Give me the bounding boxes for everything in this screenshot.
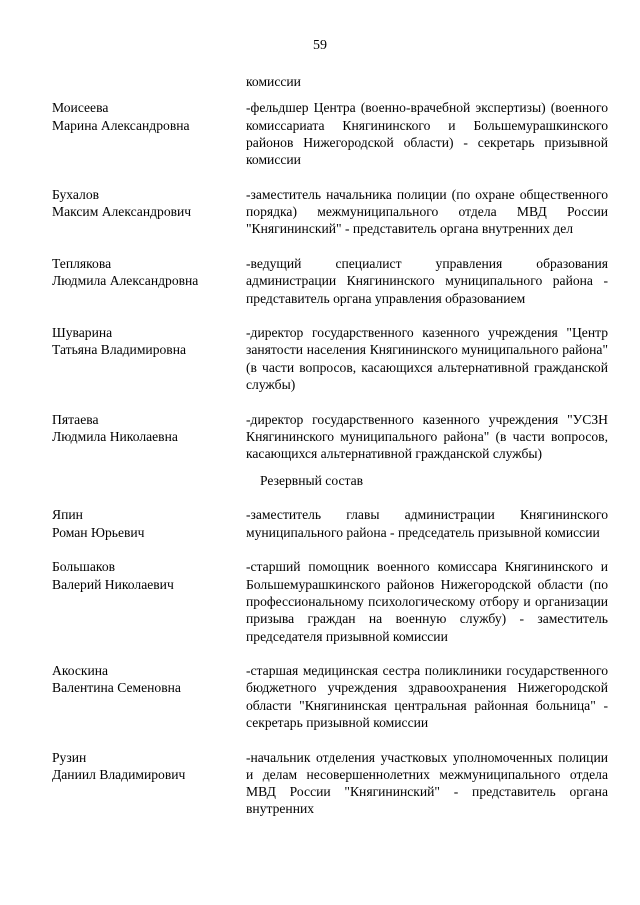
member-surname: Япин — [52, 507, 83, 523]
continuation-text: комиссии — [246, 74, 301, 89]
reserve-entry — [52, 506, 608, 541]
member-role: -директор государственного казенного учреждения "Центр занятости населения Княгининского муниципального района" (в части вопросов, касающихся альтернативной гражданской службы) — [246, 325, 608, 393]
member-name — [52, 558, 246, 593]
member-name — [52, 662, 246, 697]
member-entry — [52, 411, 608, 463]
reserve-heading: Резервный состав — [260, 472, 364, 488]
member-surname: Шуварина — [52, 325, 113, 341]
member-role: -ведущий специалист управления образования администрации Княгининского муниципального района - представитель органа управления образованием — [246, 255, 608, 306]
member-given-name: Роман Юрьевич — [52, 524, 145, 540]
member-name — [52, 99, 246, 134]
member-entry — [52, 324, 608, 393]
member-role: -старшая медицинская сестра поликлиники государственного бюджетного учреждения здравоохранения Нижегородской области "Княгининская центральная районная больница" - секретарь призывной комиссии — [246, 663, 608, 730]
member-given-name: Людмила Александровна — [52, 273, 199, 289]
member-surname: Акоскина — [52, 663, 109, 679]
member-role: -заместитель главы администрации Княгининского муниципального района - председатель призывной комиссии — [246, 507, 608, 540]
member-name — [52, 749, 246, 784]
member-given-name: Татьяна Владимировна — [52, 342, 187, 358]
member-surname: Бухалов — [52, 186, 100, 202]
reserve-entry — [52, 749, 608, 818]
member-surname: Большаков — [52, 559, 116, 575]
member-surname: Моисеева — [52, 100, 109, 116]
commission-list — [52, 73, 608, 835]
member-surname: Рузин — [52, 749, 87, 765]
member-name — [52, 186, 246, 221]
member-given-name: Максим Александрович — [52, 204, 192, 220]
member-given-name: Даниил Владимирович — [52, 766, 186, 782]
member-surname: Теплякова — [52, 255, 112, 271]
member-entry — [52, 255, 608, 307]
member-given-name: Валентина Семеновна — [52, 680, 181, 696]
member-given-name: Марина Александровна — [52, 117, 190, 133]
member-role: -заместитель начальника полиции (по охране общественного порядка) межмуниципального отдела МВД России "Княгининский" - представитель органа внутренних дел — [246, 186, 608, 237]
member-role: -старший помощник военного комиссара Княгининского и Большемурашкинского районов Нижегородской области (по профессиональному психологическому отбору и организации призыва граждан на военную службу) - заместитель председателя призывной комиссии — [246, 559, 608, 644]
member-name — [52, 324, 246, 359]
member-role: -начальник отделения участковых уполномоченных полиции и делам несовершеннолетних межмуниципального отдела МВД России "Княгининский" - представитель органа внутренних — [246, 749, 608, 817]
continuation-row — [52, 73, 608, 90]
reserve-entry — [52, 558, 608, 644]
member-entry — [52, 186, 608, 238]
member-given-name: Валерий Николаевич — [52, 576, 174, 592]
member-role: -директор государственного казенного учреждения "УСЗН Княгининского муниципального района" (в части вопросов, касающихся альтернативной гражданской службы) — [246, 411, 608, 462]
member-name — [52, 506, 246, 541]
member-name — [52, 255, 246, 290]
member-name — [52, 411, 246, 446]
reserve-entry — [52, 662, 608, 731]
member-role: -фельдшер Центра (военно-врачебной экспертизы) (военного комиссариата Княгининского и Большемурашкинского районов Нижегородской области) - секретарь призывной комиссии — [246, 100, 608, 168]
member-surname: Пятаева — [52, 411, 99, 427]
member-given-name: Людмила Николаевна — [52, 428, 178, 444]
member-entry — [52, 99, 608, 168]
page-number: 59 — [313, 38, 327, 53]
